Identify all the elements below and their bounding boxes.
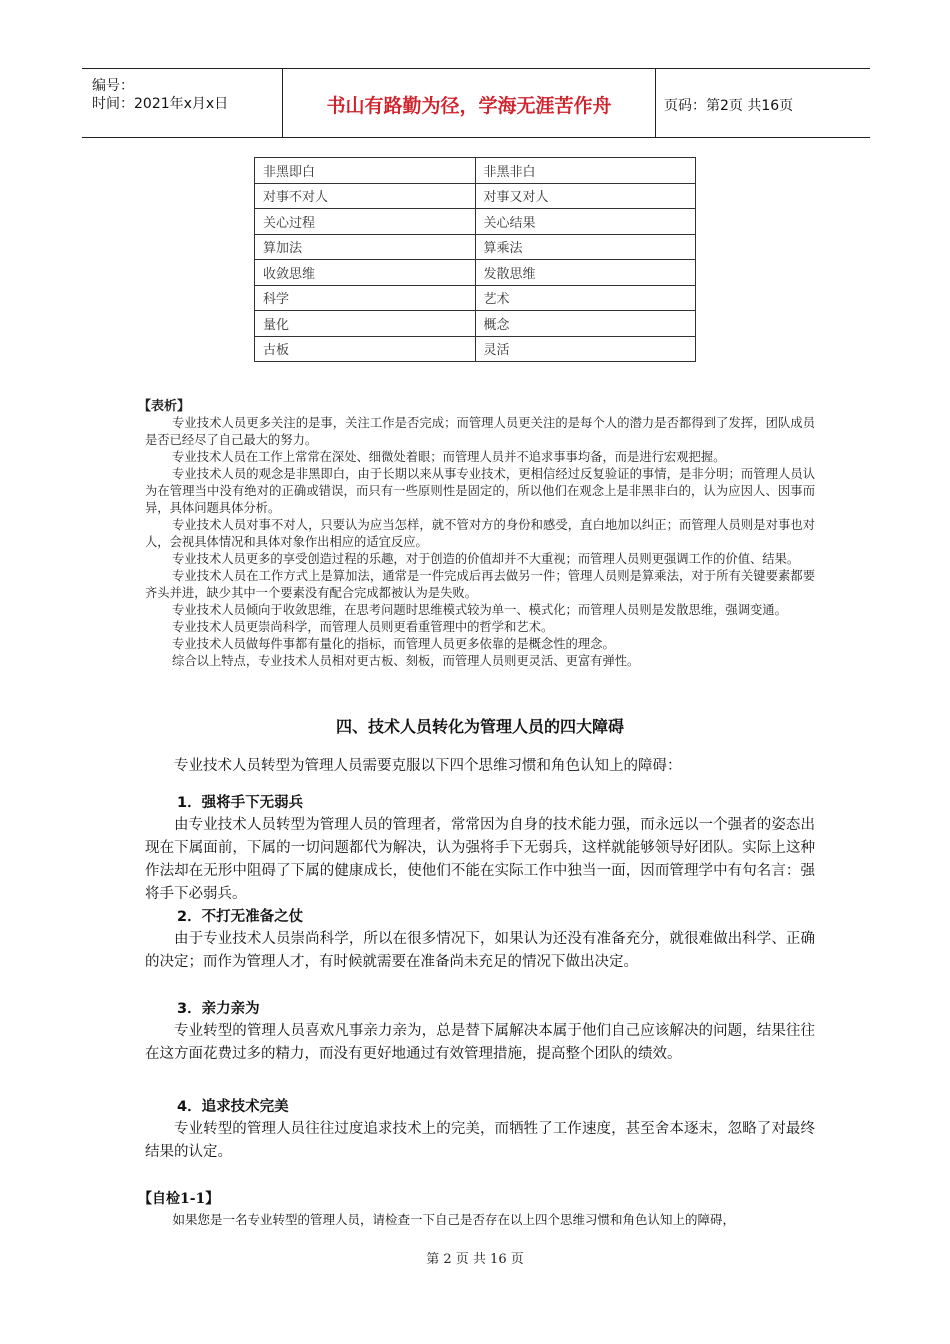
table-cell: 发散思维 [475, 260, 696, 286]
document-id-label: 编号： [92, 78, 134, 94]
section-title: 四、技术人员转化为管理人员的四大障碍 [335, 717, 624, 736]
table-cell: 艺术 [475, 285, 696, 311]
table-row [255, 234, 696, 260]
comparison-table [254, 157, 696, 362]
obstacle-heading: 1．强将手下无弱兵 [177, 795, 304, 811]
analysis-paragraph: 专业技术人员更多关注的是事，关注工作是否完成；而管理人员更关注的是每个人的潜力是否都得到了发挥，团队成员是否已经尽了自己最大的努力。 [145, 416, 815, 447]
analysis-label: 【表析】 [138, 399, 191, 414]
page-number-label: 页码：第2页 共16页 [664, 98, 794, 114]
analysis-paragraph: 专业技术人员在工作上常常在深处、细微处着眼；而管理人员并不追求事事均备，而是进行宏观把握。 [172, 450, 726, 464]
self-check-text: 如果您是一名专业转型的管理人员，请检查一下自己是否存在以上四个思维习惯和角色认知上的障碍， [172, 1212, 736, 1227]
table-cell: 概念 [475, 311, 696, 337]
table-row [255, 336, 696, 362]
obstacle-4 [145, 1096, 815, 1164]
header-motto: 书山有路勤为径，学海无涯苦作舟 [326, 95, 612, 117]
table-cell: 对事又对人 [475, 183, 696, 209]
table-cell: 关心结果 [475, 209, 696, 235]
analysis-paragraph: 专业技术人员倾向于收敛思维，在思考问题时思维模式较为单一、模式化；而管理人员则是发散思维，强调变通。 [172, 603, 787, 617]
header-right-cell [654, 69, 870, 137]
table-cell: 算加法 [255, 234, 476, 260]
section-intro: 专业技术人员转型为管理人员需要克服以下四个思维习惯和角色认知上的障碍： [174, 758, 682, 774]
table-cell: 非黑即白 [255, 158, 476, 184]
table-cell: 算乘法 [475, 234, 696, 260]
analysis-block [138, 398, 815, 670]
table-row [255, 260, 696, 286]
obstacle-text: 专业转型的管理人员往往过度追求技术上的完美，而牺牲了工作速度，甚至舍本逐末，忽略了对最终结果的认定。 [145, 1121, 815, 1160]
table-cell: 收敛思维 [255, 260, 476, 286]
obstacle-heading: 4．追求技术完美 [177, 1099, 289, 1115]
table-cell: 灵活 [475, 336, 696, 362]
obstacle-2 [145, 906, 815, 974]
analysis-paragraph: 专业技术人员更多的享受创造过程的乐趣，对于创造的价值却并不大重视；而管理人员则更强调工作的价值、结果。 [172, 552, 800, 566]
obstacle-3 [145, 998, 815, 1066]
table-row [255, 209, 696, 235]
table-row [255, 183, 696, 209]
table-row [255, 311, 696, 337]
table-cell: 量化 [255, 311, 476, 337]
table-cell: 关心过程 [255, 209, 476, 235]
analysis-paragraph: 专业技术人员对事不对人，只要认为应当怎样，就不管对方的身份和感受，直白地加以纠正；而管理人员则是对事也对人，会视具体情况和具体对象作出相应的适宜反应。 [145, 518, 815, 549]
self-check-block [138, 1188, 815, 1228]
self-check-label: 【自检1-1】 [138, 1191, 220, 1207]
obstacle-heading: 3．亲力亲为 [177, 1001, 260, 1017]
obstacle-text: 由于专业技术人员崇尚科学，所以在很多情况下，如果认为还没有准备充分，就很难做出科学、正确的决定；而作为管理人才，有时候就需要在准备尚未充足的情况下做出决定。 [145, 931, 815, 970]
document-date-label: 时间：2021年x月x日 [92, 96, 229, 112]
table-cell: 对事不对人 [255, 183, 476, 209]
obstacle-text: 专业转型的管理人员喜欢凡事亲力亲为，总是替下属解决本属于他们自己应该解决的问题，结果往往在这方面花费过多的精力，而没有更好地通过有效管理措施，提高整个团队的绩效。 [145, 1023, 815, 1062]
analysis-paragraph: 专业技术人员更崇尚科学，而管理人员则更看重管理中的哲学和艺术。 [172, 620, 554, 634]
analysis-paragraph: 专业技术人员的观念是非黑即白，由于长期以来从事专业技术，更相信经过反复验证的事情，是非分明；而管理人员认为在管理当中没有绝对的正确或错误，而只有一些原则性是固定的，所以他们在观念上是非黑非白的，认为应因人、因事而异，具体问题具体分析。 [145, 467, 815, 515]
header-center-cell [282, 69, 656, 137]
page-footer: 第 2 页 共 16 页 [426, 1252, 524, 1267]
analysis-paragraph: 专业技术人员做每件事都有量化的指标，而管理人员更多依靠的是概念性的理念。 [172, 637, 615, 651]
header-left-cell [82, 69, 282, 137]
table-cell: 古板 [255, 336, 476, 362]
table-cell: 非黑非白 [475, 158, 696, 184]
table-cell: 科学 [255, 285, 476, 311]
table-row [255, 158, 696, 184]
analysis-paragraph: 综合以上特点，专业技术人员相对更古板、刻板，而管理人员则更灵活、更富有弹性。 [172, 654, 640, 668]
obstacle-heading: 2．不打无准备之仗 [177, 909, 304, 925]
analysis-paragraph: 专业技术人员在工作方式上是算加法，通常是一件完成后再去做另一件；管理人员则是算乘法，对于所有关键要素都要齐头并进，缺少其中一个要素没有配合完成都被认为是失败。 [145, 569, 815, 600]
page-header [82, 68, 870, 138]
obstacle-text: 由专业技术人员转型为管理人员的管理者，常常因为自身的技术能力强，而永远以一个强者的姿态出现在下属面前，下属的一切问题都代为解决，认为强将手下无弱兵，这样就能够领导好团队。实际上这种作法却在无形中阻碍了下属的健康成长，使他们不能在实际工作中独当一面，因而管理学中有句名言：强将手下必弱兵。 [145, 817, 815, 902]
obstacle-1 [145, 792, 815, 906]
table-row [255, 285, 696, 311]
